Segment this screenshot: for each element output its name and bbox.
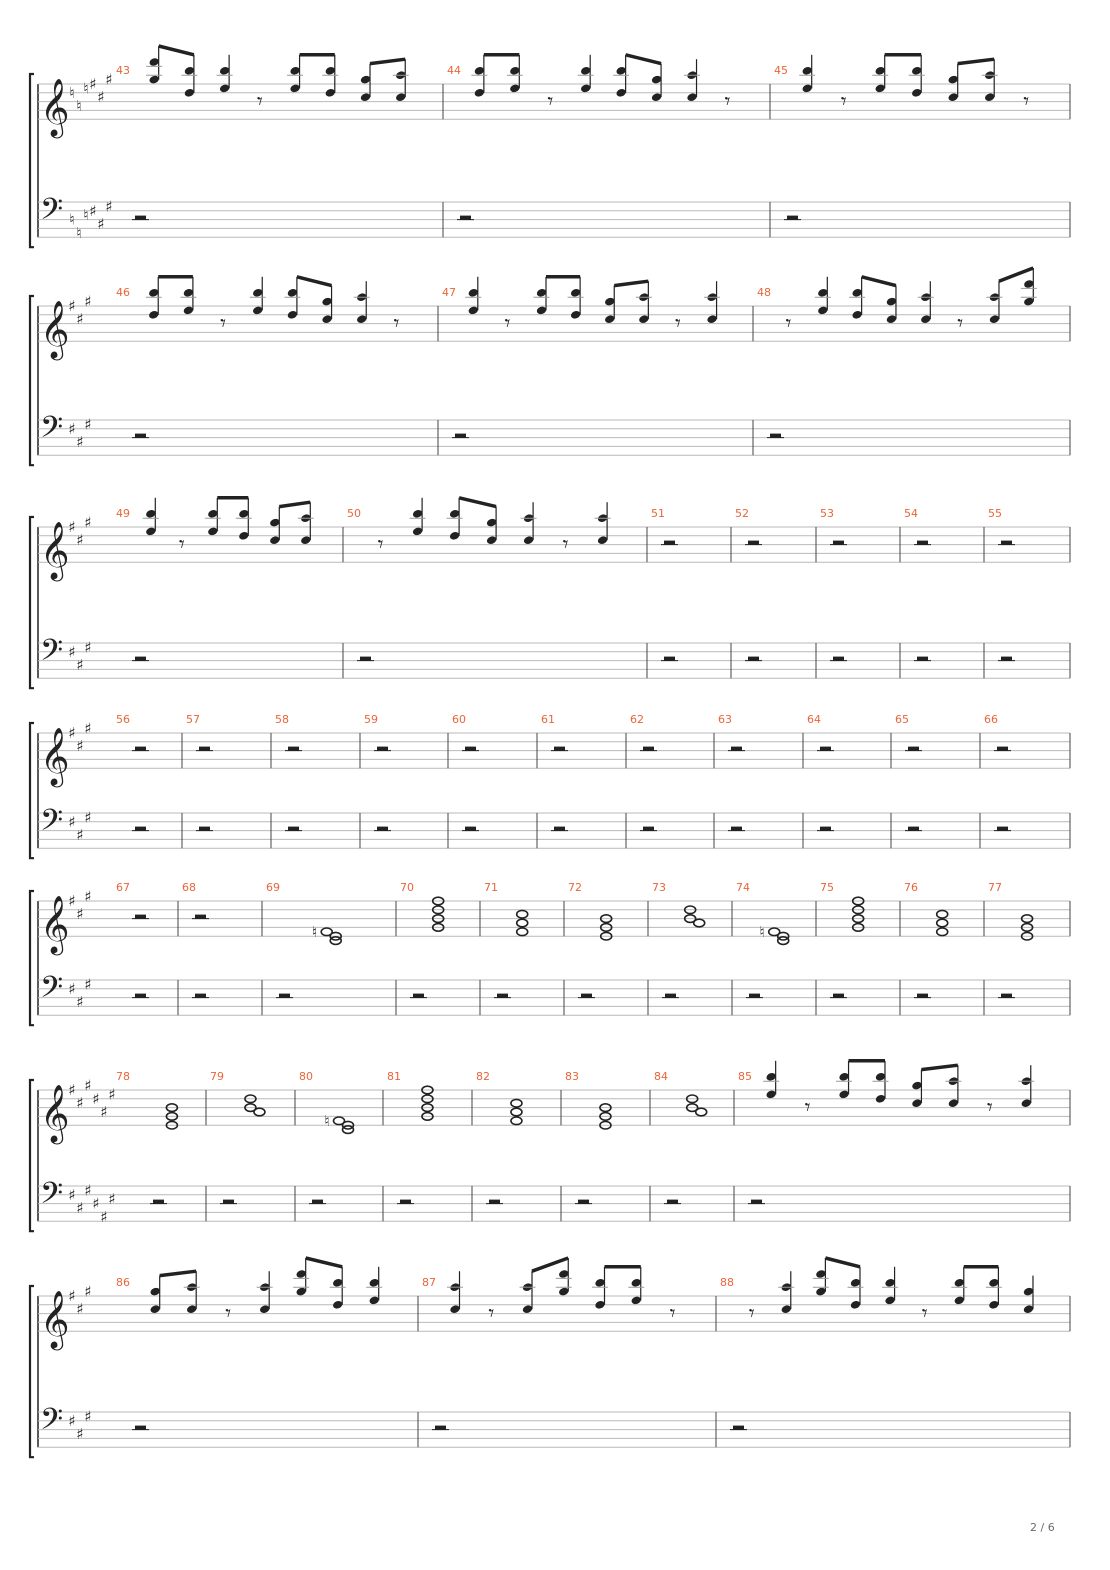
half-rest-icon xyxy=(195,915,206,919)
eighth-rest-icon: 𝄾 xyxy=(748,1301,755,1327)
half-rest-icon xyxy=(153,1200,164,1204)
half-rest-icon xyxy=(578,1200,589,1204)
measure-number: 80 xyxy=(299,1070,313,1083)
eighth-rest-icon: 𝄾 xyxy=(785,311,792,337)
bass-staff xyxy=(38,971,1070,1015)
system xyxy=(30,46,1070,247)
measure-number: 60 xyxy=(452,713,466,726)
sharp-icon: ♯ xyxy=(68,724,76,742)
measure-number: 52 xyxy=(735,507,749,520)
half-rest-icon xyxy=(413,994,424,998)
measure-number: 56 xyxy=(116,713,130,726)
measure-number: 61 xyxy=(541,713,555,726)
system-bracket xyxy=(30,74,34,247)
treble-clef-icon: 𝄞 xyxy=(40,521,70,580)
sharp-icon: ♯ xyxy=(84,292,92,311)
measure-number: 63 xyxy=(718,713,732,726)
sharp-icon: ♯ xyxy=(76,310,84,329)
beam xyxy=(370,59,405,63)
half-rest-icon xyxy=(135,216,146,220)
measure-number: 88 xyxy=(720,1276,734,1289)
measure-number: 44 xyxy=(447,64,461,77)
measure-number: 50 xyxy=(347,507,361,520)
beam xyxy=(921,1065,957,1069)
sharp-icon: ♯ xyxy=(84,887,92,906)
sharp-icon: ♯ xyxy=(68,1411,76,1430)
whole-note-head xyxy=(517,910,528,918)
sharp-icon: ♯ xyxy=(84,719,92,738)
sharp-icon: ♯ xyxy=(68,518,76,536)
half-rest-icon xyxy=(135,434,146,438)
sharp-icon: ♯ xyxy=(89,201,97,220)
eighth-rest-icon: 𝄾 xyxy=(393,311,400,337)
beam xyxy=(279,502,310,506)
half-rest-icon xyxy=(195,994,206,998)
beam xyxy=(459,498,496,507)
natural-icon: ♮ xyxy=(76,223,82,242)
measure-number: 75 xyxy=(820,881,834,894)
system xyxy=(30,881,1070,1025)
sharp-icon: ♯ xyxy=(76,656,84,674)
bass-clef-icon: 𝄢 xyxy=(40,1402,64,1444)
half-rest-icon xyxy=(360,657,371,661)
half-rest-icon xyxy=(833,994,844,998)
half-rest-icon xyxy=(665,994,676,998)
half-rest-icon xyxy=(554,827,565,831)
natural-icon: ♮ xyxy=(69,210,75,229)
bass-staff xyxy=(38,1177,1070,1226)
bass-clef-icon: 𝄢 xyxy=(40,803,64,845)
half-rest-icon xyxy=(465,827,476,831)
measure-number: 43 xyxy=(116,64,130,77)
half-rest-icon xyxy=(667,1200,678,1204)
treble-staff xyxy=(38,1283,1070,1352)
sharp-icon: ♯ xyxy=(76,905,84,924)
measure-number: 53 xyxy=(820,507,834,520)
natural-icon: ♮ xyxy=(759,922,765,941)
sharp-icon: ♯ xyxy=(68,1287,76,1305)
measure-number: 71 xyxy=(484,881,498,894)
beam xyxy=(825,1258,860,1267)
half-rest-icon xyxy=(199,827,210,831)
sharp-icon: ♯ xyxy=(68,812,76,831)
half-rest-icon xyxy=(908,747,919,751)
whole-note-head xyxy=(696,1108,707,1116)
sharp-icon: ♯ xyxy=(84,1282,92,1301)
sharp-icon: ♯ xyxy=(97,88,105,107)
natural-icon: ♮ xyxy=(324,1111,330,1130)
measure-number: 66 xyxy=(984,713,998,726)
treble-clef-icon: 𝄞 xyxy=(40,727,70,786)
half-rest-icon xyxy=(135,657,146,661)
measure-number: 68 xyxy=(182,881,196,894)
measure-number: 86 xyxy=(116,1276,130,1289)
treble-clef-icon: 𝄞 xyxy=(40,78,70,137)
sharp-icon: ♯ xyxy=(97,215,105,233)
measure-number: 64 xyxy=(807,713,821,726)
sharp-icon: ♯ xyxy=(76,993,84,1011)
half-rest-icon xyxy=(787,216,798,220)
half-rest-icon xyxy=(135,827,146,831)
half-rest-icon xyxy=(135,1426,146,1430)
treble-clef-icon: 𝄞 xyxy=(40,1084,70,1143)
half-rest-icon xyxy=(643,747,654,751)
system-bracket xyxy=(30,891,34,1025)
bass-staff xyxy=(38,634,1070,678)
eighth-rest-icon: 𝄾 xyxy=(504,311,511,337)
natural-icon: ♮ xyxy=(69,83,75,102)
beam xyxy=(532,1258,568,1271)
half-rest-icon xyxy=(664,541,675,545)
half-rest-icon xyxy=(748,541,759,545)
sharp-icon: ♯ xyxy=(108,1190,116,1209)
half-rest-icon xyxy=(997,747,1008,751)
measure-number: 77 xyxy=(988,881,1002,894)
measure-number: 82 xyxy=(476,1070,490,1083)
system-bracket xyxy=(30,723,34,858)
page-number: 2 / 6 xyxy=(1030,1521,1055,1534)
measure-number: 67 xyxy=(116,881,130,894)
sharp-icon: ♯ xyxy=(84,1407,92,1426)
half-rest-icon xyxy=(1001,541,1012,545)
sharp-icon: ♯ xyxy=(100,1207,108,1226)
measure-number: 74 xyxy=(736,881,750,894)
measure-number: 49 xyxy=(116,507,130,520)
half-rest-icon xyxy=(223,1200,234,1204)
eighth-rest-icon: 𝄾 xyxy=(562,532,569,558)
half-rest-icon xyxy=(377,747,388,751)
bass-clef-icon: 𝄢 xyxy=(40,1176,64,1218)
half-rest-icon xyxy=(770,434,781,438)
beam xyxy=(159,46,194,55)
measure-number: 84 xyxy=(654,1070,668,1083)
treble-clef-icon: 𝄞 xyxy=(40,895,70,954)
half-rest-icon xyxy=(135,915,146,919)
bass-staff xyxy=(38,411,1070,455)
half-rest-icon xyxy=(497,994,508,998)
half-rest-icon xyxy=(312,1200,323,1204)
measure-number: 70 xyxy=(400,881,414,894)
eighth-rest-icon: 𝄾 xyxy=(957,311,964,337)
measure-number: 85 xyxy=(738,1070,752,1083)
half-rest-icon xyxy=(377,827,388,831)
measure-number: 57 xyxy=(186,713,200,726)
beam xyxy=(862,277,896,286)
sharp-icon: ♯ xyxy=(68,297,76,315)
bass-staff xyxy=(38,804,1070,848)
half-rest-icon xyxy=(917,657,928,661)
bass-clef-icon: 𝄢 xyxy=(40,970,64,1012)
measure-number: 65 xyxy=(895,713,909,726)
sharp-icon: ♯ xyxy=(76,737,84,756)
system xyxy=(30,713,1070,858)
system xyxy=(30,1061,1070,1231)
half-rest-icon xyxy=(435,1426,446,1430)
natural-icon: ♮ xyxy=(312,922,318,941)
sharp-icon: ♯ xyxy=(68,1185,76,1204)
eighth-rest-icon: 𝄾 xyxy=(488,1301,495,1327)
half-rest-icon xyxy=(288,827,299,831)
eighth-rest-icon: 𝄾 xyxy=(724,89,731,115)
treble-clef-icon: 𝄞 xyxy=(40,300,70,359)
measure-number: 79 xyxy=(210,1070,224,1083)
treble-staff xyxy=(38,720,1070,789)
natural-icon: ♮ xyxy=(83,206,89,225)
half-rest-icon xyxy=(400,1200,411,1204)
sharp-icon: ♯ xyxy=(84,1076,92,1095)
measure-number: 69 xyxy=(266,881,280,894)
treble-staff xyxy=(38,888,1070,957)
measure-number: 51 xyxy=(651,507,665,520)
measure-number: 59 xyxy=(364,713,378,726)
sharp-icon: ♯ xyxy=(76,1300,84,1319)
measure-number: 54 xyxy=(904,507,918,520)
beam xyxy=(614,281,648,285)
eighth-rest-icon: 𝄾 xyxy=(220,311,226,337)
eighth-rest-icon: 𝄾 xyxy=(675,311,681,337)
half-rest-icon xyxy=(731,827,742,831)
measure-number: 87 xyxy=(422,1276,436,1289)
whole-note-head xyxy=(694,919,705,927)
sharp-icon: ♯ xyxy=(92,1194,100,1213)
sharp-icon: ♯ xyxy=(68,1081,76,1099)
sharp-icon: ♯ xyxy=(92,1089,100,1108)
sharp-icon: ♯ xyxy=(76,1425,84,1443)
system xyxy=(30,498,1070,688)
system-bracket xyxy=(30,1080,34,1231)
eighth-rest-icon: 𝄾 xyxy=(986,1095,993,1121)
system xyxy=(30,268,1070,465)
half-rest-icon xyxy=(199,747,210,751)
sharp-icon: ♯ xyxy=(84,415,92,434)
sharp-icon: ♯ xyxy=(105,197,113,216)
whole-note-head xyxy=(511,1117,522,1125)
treble-clef-icon: 𝄞 xyxy=(40,1290,70,1349)
half-rest-icon xyxy=(664,657,675,661)
eighth-rest-icon: 𝄾 xyxy=(669,1301,676,1327)
natural-icon: ♮ xyxy=(83,79,89,98)
whole-note-head xyxy=(517,919,528,927)
whole-note-head xyxy=(937,928,948,936)
sharp-icon: ♯ xyxy=(84,975,92,994)
half-rest-icon xyxy=(820,747,831,751)
half-rest-icon xyxy=(820,827,831,831)
beam xyxy=(999,268,1033,281)
bass-clef-icon: 𝄢 xyxy=(40,633,64,675)
whole-note-head xyxy=(517,928,528,936)
whole-note-head xyxy=(511,1108,522,1116)
half-rest-icon xyxy=(731,747,742,751)
sharp-icon: ♯ xyxy=(68,979,76,998)
eighth-rest-icon: 𝄾 xyxy=(804,1095,811,1121)
eighth-rest-icon: 𝄾 xyxy=(1023,89,1030,115)
measure-number: 83 xyxy=(565,1070,579,1083)
treble-staff xyxy=(38,514,1070,583)
half-rest-icon xyxy=(279,994,290,998)
system-bracket xyxy=(30,1286,34,1457)
half-rest-icon xyxy=(465,747,476,751)
half-rest-icon xyxy=(748,657,759,661)
sharp-icon: ♯ xyxy=(84,638,92,657)
half-rest-icon xyxy=(997,827,1008,831)
bass-staff xyxy=(38,193,1070,242)
half-rest-icon xyxy=(733,1426,744,1430)
sharp-icon: ♯ xyxy=(100,1103,108,1121)
sharp-icon: ♯ xyxy=(76,531,84,550)
eighth-rest-icon: 𝄾 xyxy=(225,1301,232,1327)
bass-clef-icon: 𝄢 xyxy=(40,410,64,452)
measure-number: 62 xyxy=(630,713,644,726)
half-rest-icon xyxy=(135,994,146,998)
sharp-icon: ♯ xyxy=(68,419,76,438)
whole-note-head xyxy=(254,1108,265,1116)
half-rest-icon xyxy=(917,541,928,545)
sharp-icon: ♯ xyxy=(84,513,92,532)
sharp-icon: ♯ xyxy=(84,1181,92,1200)
sharp-icon: ♯ xyxy=(84,808,92,827)
half-rest-icon xyxy=(554,747,565,751)
sharp-icon: ♯ xyxy=(76,433,84,451)
eighth-rest-icon: 𝄾 xyxy=(256,89,263,115)
beam xyxy=(306,1258,343,1267)
half-rest-icon xyxy=(1001,994,1012,998)
measure-number: 76 xyxy=(904,881,918,894)
eighth-rest-icon: 𝄾 xyxy=(547,89,554,115)
treble-staff xyxy=(38,71,1070,140)
eighth-rest-icon: 𝄾 xyxy=(921,1301,928,1327)
whole-note-head xyxy=(937,919,948,927)
half-rest-icon xyxy=(833,541,844,545)
system-bracket xyxy=(30,517,34,688)
half-rest-icon xyxy=(455,434,466,438)
natural-icon: ♮ xyxy=(76,97,82,115)
beam xyxy=(160,1271,197,1275)
system-bracket xyxy=(30,296,34,465)
bass-clef-icon: 𝄢 xyxy=(40,192,64,234)
sharp-icon: ♯ xyxy=(76,1199,84,1217)
sharp-icon: ♯ xyxy=(68,642,76,661)
whole-note-head xyxy=(511,1099,522,1107)
half-rest-icon xyxy=(908,827,919,831)
measure-number: 58 xyxy=(275,713,289,726)
half-rest-icon xyxy=(749,994,760,998)
whole-note-head xyxy=(937,910,948,918)
measure-number: 46 xyxy=(116,286,130,299)
sharp-icon: ♯ xyxy=(105,70,113,89)
half-rest-icon xyxy=(751,1200,762,1204)
measure-number: 55 xyxy=(988,507,1002,520)
measure-number: 45 xyxy=(774,64,788,77)
measure-number: 47 xyxy=(442,286,456,299)
sharp-icon: ♯ xyxy=(108,1085,116,1104)
sharp-icon: ♯ xyxy=(68,892,76,910)
half-rest-icon xyxy=(643,827,654,831)
eighth-rest-icon: 𝄾 xyxy=(377,532,384,558)
half-rest-icon xyxy=(460,216,471,220)
beam xyxy=(297,277,332,286)
measure-number: 73 xyxy=(652,881,666,894)
measure-number: 81 xyxy=(387,1070,401,1083)
half-rest-icon xyxy=(135,747,146,751)
system xyxy=(30,1258,1070,1457)
bass-staff xyxy=(38,1403,1070,1447)
measure-number: 72 xyxy=(568,881,582,894)
measure-number: 48 xyxy=(757,286,771,299)
beam xyxy=(958,59,995,63)
half-rest-icon xyxy=(917,994,928,998)
beam xyxy=(626,55,661,64)
measure-number: 78 xyxy=(116,1070,130,1083)
sharp-icon: ♯ xyxy=(89,75,97,93)
half-rest-icon xyxy=(581,994,592,998)
sharp-icon: ♯ xyxy=(76,826,84,844)
half-rest-icon xyxy=(833,657,844,661)
sharp-icon: ♯ xyxy=(76,1094,84,1113)
eighth-rest-icon: 𝄾 xyxy=(178,532,185,558)
half-rest-icon xyxy=(489,1200,500,1204)
half-rest-icon xyxy=(1001,657,1012,661)
half-rest-icon xyxy=(288,747,299,751)
eighth-rest-icon: 𝄾 xyxy=(840,89,847,115)
